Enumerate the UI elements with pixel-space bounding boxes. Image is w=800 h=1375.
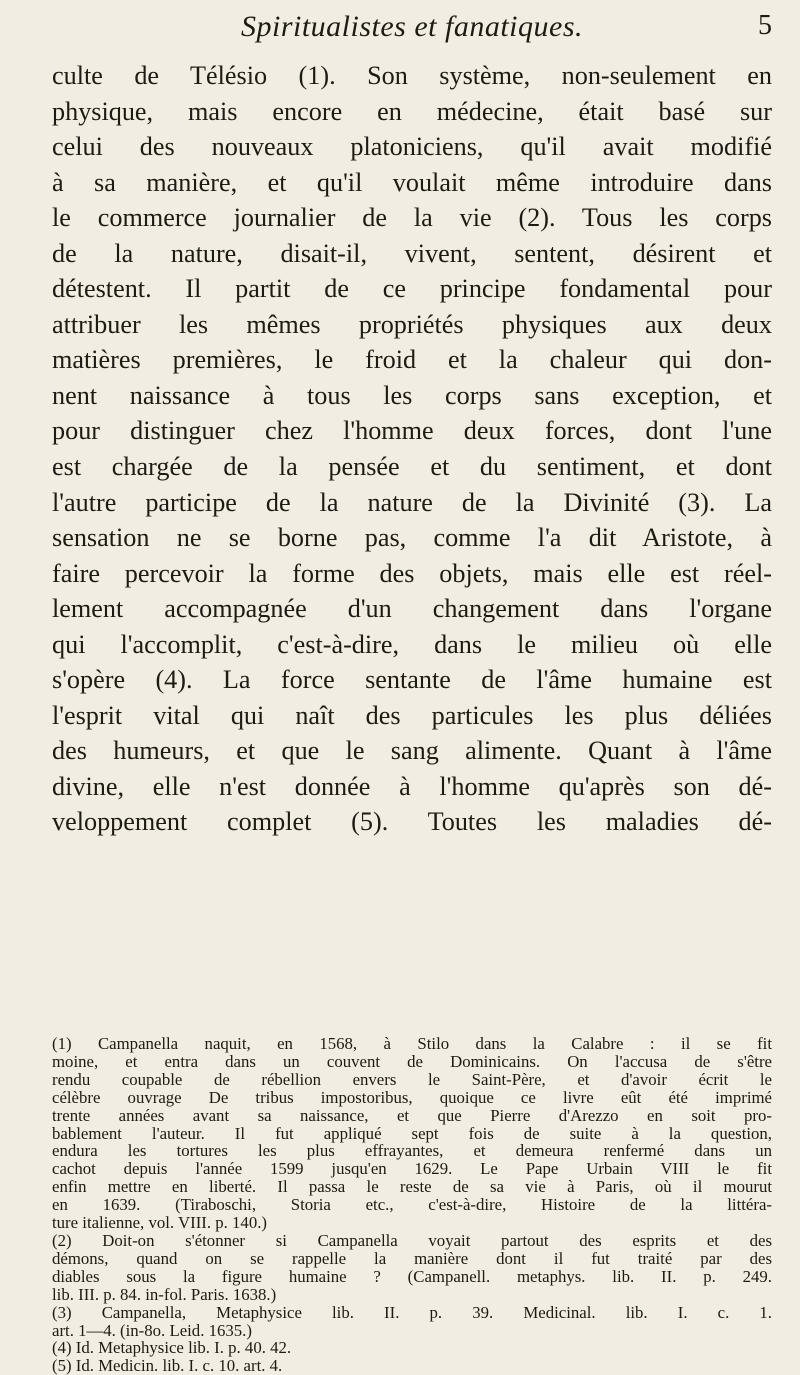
footnote-line: célèbre ouvrage De tribus impostoribus, quoique ce livre eût été imprimé — [52, 1087, 772, 1107]
main-text — [52, 58, 772, 840]
text-line: l'autre participe de la nature de la Divinité (3). La — [52, 487, 772, 517]
text-line: celui des nouveaux platoniciens, qu'il avait modifié — [52, 132, 772, 162]
footnote-line: démons, quand on se rappelle la manière dont il fut traité par des — [52, 1248, 772, 1268]
footnote-line: cachot depuis l'année 1599 jusqu'en 1629. Le Pape Urbain VIII le fit — [52, 1159, 772, 1179]
text-line: attribuer les mêmes propriétés physiques aux deux — [52, 309, 772, 339]
footnote-line: en 1639. (Tiraboschi, Storia etc., c'est-à-dire, Histoire de la littéra- — [52, 1195, 772, 1215]
footnote-line: endura les tortures les plus effrayantes, et demeura renfermé dans un — [52, 1141, 772, 1161]
footnote-line: ture italienne, vol. VIII. p. 140.) — [52, 1213, 267, 1233]
page-number: 5 — [758, 10, 772, 41]
text-line: pour distinguer chez l'homme deux forces, dont l'une — [52, 416, 772, 446]
footnote-line: rendu coupable de rébellion envers le Saint-Père, et d'avoir écrit le — [52, 1069, 772, 1089]
page-header — [52, 10, 772, 46]
footnote-line: (1) Campanella naquit, en 1568, à Stilo dans la Calabre : il se fit — [52, 1034, 772, 1053]
text-line: sensation ne se borne pas, comme l'a dit Aristote, à — [52, 523, 772, 553]
footnote-line: moine, et entra dans un couvent de Dominicains. On l'accusa de s'être — [52, 1051, 772, 1071]
text-line: divine, elle n'est donnée à l'homme qu'après son dé- — [52, 771, 772, 801]
footnote-line: (4) Id. Metaphysice lib. I. p. 40. 42. — [52, 1338, 292, 1358]
footnote-line: trente années avant sa naissance, et que Pierre d'Arezzo en soit pro- — [52, 1105, 772, 1125]
text-line: des humeurs, et que le sang alimente. Quant à l'âme — [52, 736, 772, 766]
text-line: faire percevoir la forme des objets, mais elle est réel- — [52, 558, 772, 588]
footnote-line: enfin mettre en liberté. Il passa le reste de sa vie à Paris, où il mourut — [52, 1177, 772, 1197]
footnote-1 — [52, 1035, 772, 1232]
footnote-line: (3) Campanella, Metaphysice lib. II. p. 39. Medicinal. lib. I. c. 1. — [52, 1302, 772, 1322]
footnote-line: (2) Doit-on s'étonner si Campanella voyait partout des esprits et des — [52, 1230, 772, 1250]
text-line: le commerce journalier de la vie (2). Tous les corps — [52, 203, 772, 233]
text-line: s'opère (4). La force sentante de l'âme humaine est — [52, 665, 772, 695]
footnote-3 — [52, 1304, 772, 1340]
text-line: à sa manière, et qu'il voulait même introduire dans — [52, 167, 772, 197]
text-line: qui l'accomplit, c'est-à-dire, dans le milieu où elle — [52, 629, 772, 659]
text-line: matières premières, le froid et la chaleur qui don- — [52, 345, 772, 375]
footnotes — [52, 1035, 772, 1375]
footnote-line: bablement l'auteur. Il fut appliqué sept fois de suite à la question, — [52, 1123, 772, 1143]
footnote-5 — [52, 1357, 772, 1375]
footnote-line: diables sous la figure humaine ? (Campanell. metaphys. lib. II. p. 249. — [52, 1266, 772, 1286]
text-line: culte de Télésio (1). Son système, non-seulement en — [52, 61, 772, 90]
text-line: physique, mais encore en médecine, était basé sur — [52, 96, 772, 126]
running-title: Spiritualistes et fanatiques. — [241, 10, 583, 43]
text-line: l'esprit vital qui naît des particules les plus déliées — [52, 700, 772, 730]
footnote-line: lib. III. p. 84. in-fol. Paris. 1638.) — [52, 1284, 277, 1304]
text-line: lement accompagnée d'un changement dans l'organe — [52, 594, 772, 624]
footnote-line: (5) Id. Medicin. lib. I. c. 10. art. 4. — [52, 1356, 283, 1375]
text-line: est chargée de la pensée et du sentiment, et dont — [52, 452, 772, 482]
text-line: détestent. Il partit de ce principe fondamental pour — [52, 274, 772, 304]
text-line: veloppement complet (5). Toutes les maladies dé- — [52, 807, 772, 837]
footnote-4 — [52, 1339, 772, 1357]
footnote-line: art. 1—4. (in-8o. Leid. 1635.) — [52, 1320, 252, 1340]
text-line: nent naissance à tous les corps sans exception, et — [52, 380, 772, 410]
text-line: de la nature, disait-il, vivent, sentent, désirent et — [52, 238, 772, 268]
footnote-2 — [52, 1232, 772, 1304]
